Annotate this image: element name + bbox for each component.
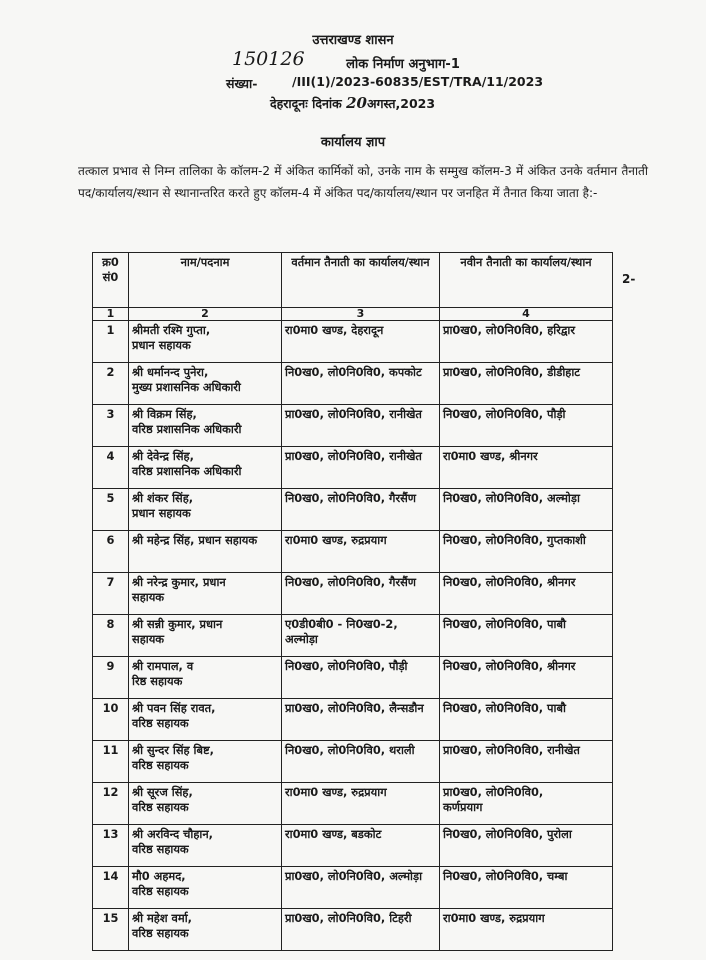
sno-cell [93,825,129,867]
new-posting-line: नि0ख0, लो0नि0वि0, पाबौ [443,617,566,631]
current-posting-cell [282,531,440,573]
sno-line: 5 [106,491,115,505]
col-number: 3 [282,308,440,321]
current-posting-cell [282,321,440,363]
table-row [93,321,613,363]
table-row [93,699,613,741]
name-cell [129,405,282,447]
table-row [93,657,613,699]
current-posting-line: रा0मा0 खण्ड, रुद्रप्रयाग [285,785,387,799]
name-line: वरिष्ठ सहायक [132,842,189,856]
sno-line: 1 [106,323,115,337]
new-posting-cell [440,657,613,699]
new-posting-line: प्रा0ख0, लो0नि0वि0, हरिद्वार [443,323,576,337]
current-posting-line: नि0ख0, लो0नि0वि0, थराली [285,743,415,757]
name-line: मौ0 अहमद, [132,869,186,883]
name-line: श्री शंकर सिंह, [132,491,194,505]
new-posting-line: प्रा0ख0, लो0नि0वि0, [443,785,544,799]
new-posting-line: नि0ख0, लो0नि0वि0, अल्मोड़ा [443,491,580,505]
name-line: श्री सुन्दर सिंह बिष्ट, [132,743,214,757]
memo-title: कार्यालय ज्ञाप [320,135,386,150]
sno-cell [93,363,129,405]
col-number: 4 [440,308,613,321]
name-cell [129,909,282,951]
current-posting-line: प्रा0ख0, लो0नि0वि0, रानीखेत [285,407,422,421]
sno-line: 13 [102,827,119,841]
new-posting-cell [440,489,613,531]
date-line [270,94,435,112]
new-posting-cell [440,909,613,951]
table-row [93,825,613,867]
current-posting-cell [282,867,440,909]
new-posting-cell [440,321,613,363]
name-cell [129,447,282,489]
current-posting-cell [282,447,440,489]
new-posting-line: प्रा0ख0, लो0नि0वि0, रानीखेत [443,743,580,757]
new-posting-line: प्रा0ख0, लो0नि0वि0, डीडीहाट [443,365,581,379]
page-marker: 2- [622,272,636,286]
name-line: मुख्य प्रशासनिक अधिकारी [132,380,241,394]
new-posting-line: नि0ख0, लो0नि0वि0, श्रीनगर [443,575,576,589]
table-row [93,531,613,573]
name-line: सहायक [132,590,165,604]
name-line: प्रधान सहायक [132,338,191,352]
current-posting-line: प्रा0ख0, लो0नि0वि0, लैन्सडौन [285,701,424,715]
current-posting-line: रा0मा0 खण्ड, बडकोट [285,827,382,841]
new-posting-cell [440,867,613,909]
name-line: श्री धर्मानन्द पुनेरा, [132,365,209,379]
sno-cell [93,405,129,447]
name-line: श्री विक्रम सिंह, [132,407,197,421]
table-row [93,783,613,825]
name-line: वरिष्ठ प्रशासनिक अधिकारी [132,464,242,478]
handwritten-number: 150126 [232,48,305,70]
name-line: श्री रामपाल, व [132,659,194,673]
table-row [93,909,613,951]
new-posting-cell [440,405,613,447]
table-row [93,405,613,447]
name-line: श्री नरेन्द्र कुमार, प्रधान [132,575,226,589]
current-posting-cell [282,363,440,405]
current-posting-cell [282,489,440,531]
name-cell [129,615,282,657]
table-row [93,447,613,489]
current-posting-line: प्रा0ख0, लो0नि0वि0, टिहरी [285,911,412,925]
sno-cell [93,909,129,951]
new-posting-line: नि0ख0, लो0नि0वि0, चम्बा [443,869,568,883]
sno-line: 14 [102,869,119,883]
table-header-row [93,253,613,308]
sno-line: 15 [102,911,119,925]
current-posting-line: रा0मा0 खण्ड, देहरादून [285,323,384,337]
sno-line: 3 [106,407,115,421]
new-posting-line: नि0ख0, लो0नि0वि0, श्रीनगर [443,659,576,673]
column-number-row [93,308,613,321]
department-line: लोक निर्माण अनुभाग-1 [346,57,460,72]
name-line: रिष्ठ सहायक [132,674,183,688]
name-line: वरिष्ठ सहायक [132,884,189,898]
sno-cell [93,657,129,699]
name-line: वरिष्ठ सहायक [132,800,189,814]
new-posting-cell [440,699,613,741]
sno-cell [93,783,129,825]
name-cell [129,867,282,909]
date-suffix: अगस्त,2023 [366,96,436,111]
new-posting-line: नि0ख0, लो0नि0वि0, पुरोला [443,827,572,841]
new-posting-line: नि0ख0, लो0नि0वि0, गुप्तकाशी [443,533,586,547]
current-posting-line: नि0ख0, लो0नि0वि0, कपकोट [285,365,422,379]
name-cell [129,825,282,867]
transfer-table [92,252,613,951]
current-posting-line: अल्मोड़ा [285,632,318,646]
name-line: श्री महेश वर्मा, [132,911,192,925]
name-line: श्री देवेन्द्र सिंह, [132,449,194,463]
current-posting-line: प्रा0ख0, लो0नि0वि0, रानीखेत [285,449,422,463]
new-posting-cell [440,783,613,825]
header-new-posting: नवीन तैनाती का कार्यालय/स्थान [440,253,613,308]
col-number: 2 [129,308,282,321]
name-line: वरिष्ठ सहायक [132,926,189,940]
date-handwritten: 20 [346,94,367,112]
name-cell [129,573,282,615]
sno-line: 7 [106,575,115,589]
name-line: वरिष्ठ सहायक [132,758,189,772]
name-line: श्री सन्नी कुमार, प्रधान [132,617,223,631]
memo-paragraph: तत्काल प्रभाव से निम्न तालिका के कॉलम-2 में अंकित कार्मिकों को, उनके नाम के सम्मुख कॉलम-3 में अंकित उनके वर्तमान तैनाती पद/कार्यालय/स्थान से स्थानान्तरित करते हुए कॉलम-4 में अंकित पद/कार्यालय/स्थान पर जनहित में तैनात किया जाता है:- [78,164,648,200]
sno-line: 8 [106,617,115,631]
sno-cell [93,321,129,363]
sno-line: 12 [102,785,119,799]
sno-line: 9 [106,659,115,673]
new-posting-cell [440,573,613,615]
current-posting-line: रा0मा0 खण्ड, रुद्रप्रयाग [285,533,387,547]
name-cell [129,657,282,699]
col-number: 1 [93,308,129,321]
new-posting-cell [440,825,613,867]
current-posting-line: नि0ख0, लो0नि0वि0, गैरसैंण [285,575,417,589]
govt-heading: उत्तराखण्ड शासन [312,33,394,48]
new-posting-cell [440,531,613,573]
new-posting-line: रा0मा0 खण्ड, रुद्रप्रयाग [443,911,545,925]
sno-line: 6 [106,533,115,547]
new-posting-line: कर्णप्रयाग [443,800,483,814]
header-current-posting: वर्तमान तैनाती का कार्यालय/स्थान [282,253,440,308]
reference-number: /III(1)/2023-60835/EST/TRA/11/2023 [292,74,544,89]
current-posting-cell [282,615,440,657]
sno-line: 10 [102,701,119,715]
new-posting-cell [440,741,613,783]
name-cell [129,741,282,783]
current-posting-line: ए0डी0बी0 - नि0ख0-2, [285,617,398,631]
name-line: सहायक [132,632,165,646]
sno-cell [93,741,129,783]
name-line: श्री सूरज सिंह, [132,785,193,799]
sno-cell [93,615,129,657]
sno-cell [93,573,129,615]
current-posting-line: नि0ख0, लो0नि0वि0, गैरसैंण [285,491,417,505]
sno-cell [93,699,129,741]
sno-line: 11 [102,743,119,757]
name-line: वरिष्ठ प्रशासनिक अधिकारी [132,422,242,436]
sno-cell [93,531,129,573]
new-posting-line: रा0मा0 खण्ड, श्रीनगर [443,449,538,463]
table-row [93,489,613,531]
name-line: श्री पवन सिंह रावत, [132,701,216,715]
current-posting-cell [282,699,440,741]
current-posting-cell [282,783,440,825]
sno-cell [93,867,129,909]
sno-line: 4 [106,449,115,463]
current-posting-cell [282,825,440,867]
new-posting-line: नि0ख0, लो0नि0वि0, पौड़ी [443,407,566,421]
sno-line: 2 [106,365,115,379]
current-posting-cell [282,573,440,615]
name-line: वरिष्ठ सहायक [132,716,189,730]
name-line: श्रीमती रश्मि गुप्ता, [132,323,211,337]
name-cell [129,489,282,531]
table-row [93,867,613,909]
new-posting-cell [440,447,613,489]
table-row [93,363,613,405]
sno-cell [93,489,129,531]
name-line: श्री महेन्द्र सिंह, प्रधान सहायक [132,533,258,547]
sankhya-label: संख्या- [226,76,258,91]
table-row [93,573,613,615]
table-row [93,615,613,657]
name-line: प्रधान सहायक [132,506,191,520]
current-posting-cell [282,405,440,447]
header-name: नाम/पदनाम [129,253,282,308]
current-posting-line: प्रा0ख0, लो0नि0वि0, अल्मोड़ा [285,869,423,883]
name-cell [129,699,282,741]
new-posting-line: नि0ख0, लो0नि0वि0, पाबौ [443,701,566,715]
name-cell [129,363,282,405]
new-posting-cell [440,615,613,657]
name-cell [129,783,282,825]
name-cell [129,531,282,573]
new-posting-cell [440,363,613,405]
current-posting-cell [282,741,440,783]
current-posting-cell [282,657,440,699]
table-row [93,741,613,783]
date-prefix: देहरादूनः दिनांक [270,96,342,111]
name-line: श्री अरविन्द चौहान, [132,827,213,841]
name-cell [129,321,282,363]
header-sno: क्र0 सं0 [93,253,129,308]
sno-cell [93,447,129,489]
current-posting-line: नि0ख0, लो0नि0वि0, पौड़ी [285,659,408,673]
current-posting-cell [282,909,440,951]
